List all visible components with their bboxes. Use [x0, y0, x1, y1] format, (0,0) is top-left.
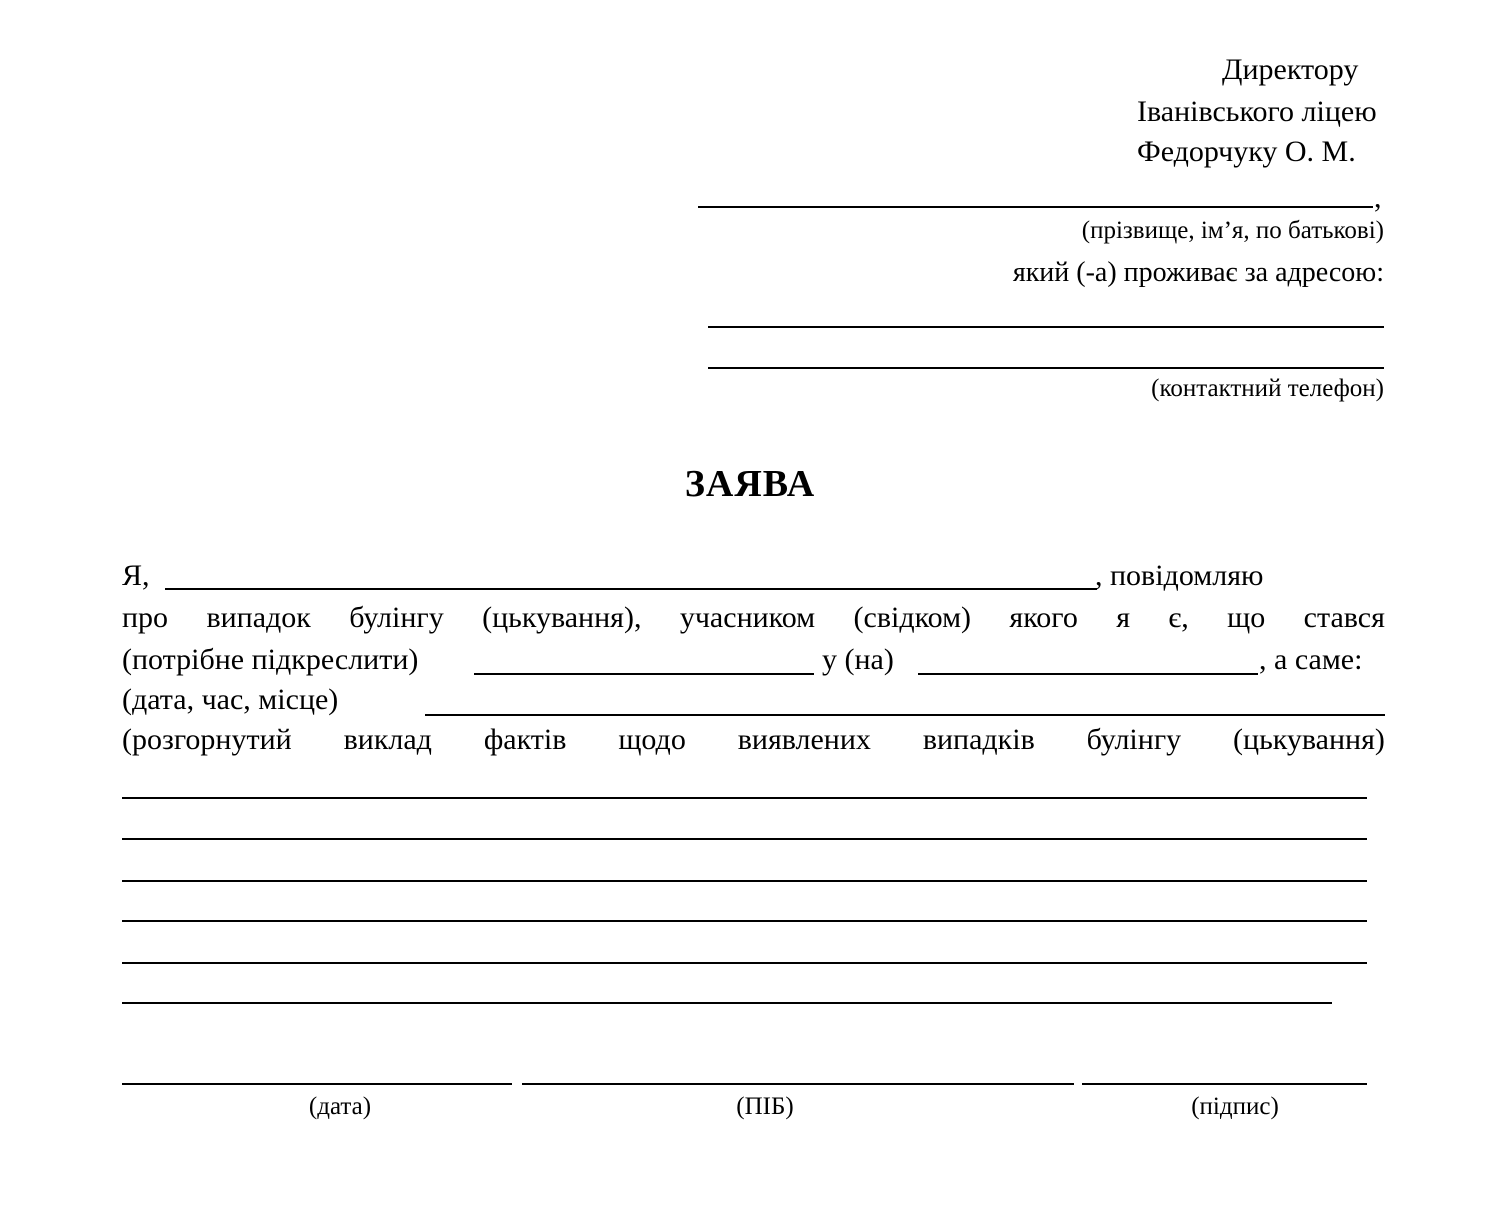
addressee-line-2: Іванівського ліцею — [1137, 95, 1377, 128]
word: (свідком) — [853, 601, 972, 634]
word: я — [1116, 601, 1131, 634]
phone-caption: (контактний телефон) — [1151, 375, 1384, 402]
applicant-name-comma: , — [1374, 181, 1382, 214]
word: про — [122, 601, 169, 634]
word: щодо — [618, 723, 686, 756]
body-line-4-label: (дата, час, місце) — [122, 683, 339, 716]
word: булінгу — [349, 601, 444, 634]
narrative-line-2[interactable] — [122, 838, 1367, 840]
address-field-1[interactable] — [708, 326, 1384, 328]
signature-field[interactable] — [1082, 1083, 1367, 1085]
word: (цькування), — [482, 601, 642, 634]
applicant-name-field[interactable] — [698, 206, 1373, 208]
narrative-line-6[interactable] — [122, 1002, 1332, 1004]
narrative-line-1[interactable] — [122, 797, 1367, 799]
word: (цькування) — [1233, 723, 1385, 756]
word: якого — [1009, 601, 1078, 634]
body-line-3-part-1: (потрібне підкреслити) — [122, 643, 419, 676]
applicant-name-caption: (прізвище, ім’я, по батькові) — [1081, 217, 1384, 244]
address-field-2[interactable] — [708, 367, 1384, 369]
narrative-line-5[interactable] — [122, 962, 1367, 964]
incident-place-field[interactable] — [918, 673, 1258, 675]
narrative-line-4[interactable] — [122, 920, 1367, 922]
signature-caption: (підпис) — [1191, 1093, 1279, 1120]
body-line-3-part-2: у (на) — [822, 643, 894, 676]
word: виклад — [343, 723, 432, 756]
body-line-1-end: , повідомляю — [1095, 559, 1264, 592]
body-line-3-part-3: , а саме: — [1259, 643, 1363, 676]
word: стався — [1303, 601, 1385, 634]
body-line-5 — [122, 722, 1385, 758]
word: булінгу — [1086, 723, 1182, 756]
name-signature-field[interactable] — [522, 1083, 1074, 1085]
narrative-line-3[interactable] — [122, 880, 1367, 882]
word: виявлених — [737, 723, 871, 756]
word: випадок — [206, 601, 311, 634]
addressee-line-3: Федорчуку О. М. — [1137, 135, 1356, 168]
addressee-line-1: Директору — [1222, 53, 1359, 86]
address-label: який (-а) проживає за адресою: — [1012, 257, 1384, 288]
word: учасником — [679, 601, 816, 634]
document-title: ЗАЯВА — [684, 463, 816, 505]
incident-date-field[interactable] — [474, 673, 814, 675]
name-caption: (ПІБ) — [736, 1093, 794, 1120]
word: (розгорнутий — [122, 723, 292, 756]
body-line-1-start: Я, — [122, 559, 150, 592]
word: що — [1227, 601, 1266, 634]
word: випадків — [922, 723, 1035, 756]
date-caption: (дата) — [308, 1093, 372, 1120]
date-signature-field[interactable] — [122, 1083, 512, 1085]
word: фактів — [483, 723, 567, 756]
reporter-name-field[interactable] — [165, 588, 1097, 590]
word: є, — [1168, 601, 1189, 634]
body-line-2 — [122, 600, 1385, 636]
incident-details-field[interactable] — [425, 714, 1385, 716]
